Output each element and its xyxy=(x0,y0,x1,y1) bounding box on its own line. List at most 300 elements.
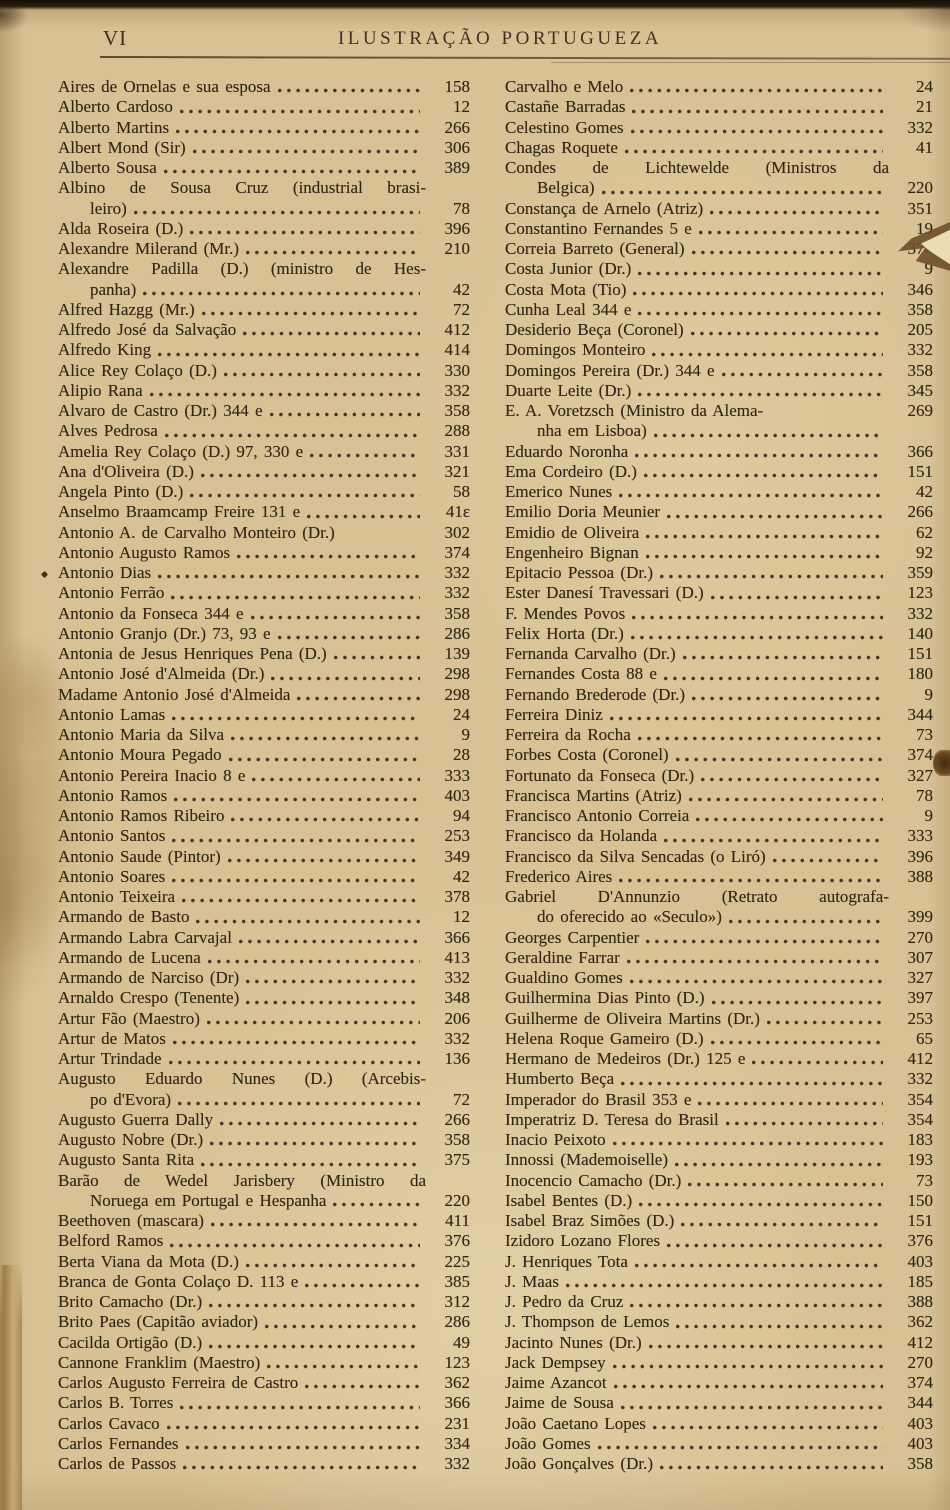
entry-page-number: 266 xyxy=(444,1109,470,1129)
entry-page-number: 332 xyxy=(444,1028,470,1048)
entry-page-number: 366 xyxy=(907,441,933,461)
entry-text: Berta Viana da Mota (D.) xyxy=(58,1251,239,1271)
entry-text: Carlos B. Torres xyxy=(58,1393,174,1413)
entry-text: Francisco da Holanda xyxy=(505,826,658,846)
leader-dots xyxy=(613,1141,883,1146)
entry-text: Albino de Sousa Cruz (industrial brasi- xyxy=(58,178,426,198)
entry-text: Alfredo José da Salvação xyxy=(58,320,237,339)
leader-dots xyxy=(190,230,420,235)
leader-dots xyxy=(722,372,883,377)
entry-text: J. Henriques Tota xyxy=(505,1251,628,1271)
index-entry-line xyxy=(58,502,470,522)
index-entry-line xyxy=(58,583,470,603)
index-entry-line xyxy=(58,563,470,583)
entry-page-number: 354 xyxy=(907,1109,933,1129)
entry-page-number: 344 xyxy=(907,704,933,724)
index-entry-line xyxy=(58,138,470,158)
leader-dots xyxy=(646,939,883,944)
leader-dots xyxy=(251,615,420,620)
entry-page-number: 376 xyxy=(444,1231,470,1251)
entry-page-number: 72 xyxy=(453,1089,470,1109)
index-entry-line xyxy=(505,705,933,725)
entry-text: Imperatriz D. Teresa do Brasil xyxy=(505,1109,719,1129)
entry-text: Antonio da Fonseca 344 e xyxy=(58,603,244,623)
entry-text: leiro) xyxy=(90,198,127,218)
entry-page-number: 28 xyxy=(453,745,470,765)
leader-dots xyxy=(635,1263,883,1268)
entry-page-number: 180 xyxy=(907,664,933,684)
leader-dots xyxy=(231,736,420,741)
entry-text: Alexandre Padilla (D.) (ministro de Hes- xyxy=(58,259,426,279)
entry-text: J. Thompson de Lemos xyxy=(505,1312,670,1332)
leader-dots xyxy=(271,676,420,681)
entry-page-number: 302 xyxy=(444,522,470,542)
index-entry-line xyxy=(58,300,470,320)
index-entry-line xyxy=(505,1312,933,1332)
index-entry-line xyxy=(505,158,933,178)
entry-text: nha em Lisboa) xyxy=(537,421,647,441)
entry-text: Armando Labra Carvajal xyxy=(58,927,232,947)
entry-page-number: 349 xyxy=(444,846,470,866)
leader-dots xyxy=(176,129,420,134)
index-entry-line xyxy=(58,1090,470,1110)
ink-blot xyxy=(933,750,950,776)
index-entry-line xyxy=(505,1110,933,1130)
leader-dots xyxy=(653,1425,883,1430)
leader-dots xyxy=(209,1344,420,1349)
entry-page-number: 412 xyxy=(907,1049,933,1068)
leader-dots xyxy=(660,574,883,579)
entry-page-number: 220 xyxy=(444,1190,470,1210)
index-entry-line xyxy=(505,421,933,441)
index-entry-line xyxy=(505,1292,933,1312)
entry-text: Artur de Matos xyxy=(58,1028,166,1048)
index-entry-line xyxy=(505,361,933,381)
entry-text: Helena Roque Gameiro (D.) xyxy=(505,1028,704,1048)
entry-page-number: 78 xyxy=(916,785,933,805)
entry-text: po d'Evora) xyxy=(90,1089,172,1109)
entry-text: Augusto Nobre (Dr.) xyxy=(58,1130,204,1149)
entry-page-number: 411 xyxy=(445,1211,470,1230)
entry-text: Fernando Brederode (Dr.) xyxy=(505,684,686,704)
entry-page-number: 385 xyxy=(444,1271,470,1291)
entry-page-number: 73 xyxy=(916,1170,933,1190)
index-entry-line xyxy=(58,361,470,381)
entry-page-number: 351 xyxy=(907,198,933,218)
entry-text: Anselmo Braamcamp Freire 131 e xyxy=(58,502,301,522)
index-entry-line xyxy=(58,1312,470,1332)
leader-dots xyxy=(630,88,883,93)
entry-text: Ferreira Diniz xyxy=(505,704,603,724)
entry-page-number: 332 xyxy=(444,563,470,582)
index-entry-line xyxy=(505,1414,933,1434)
entry-page-number: 333 xyxy=(907,826,933,846)
index-entry-line xyxy=(505,502,933,522)
index-entry-line xyxy=(58,887,470,907)
entry-text: Emilio Doria Meunier xyxy=(505,502,661,522)
entry-page-number: 24 xyxy=(453,704,470,724)
index-entry-line xyxy=(505,1272,933,1292)
leader-dots xyxy=(239,939,420,944)
entry-text: Ema Cordeiro (D.) xyxy=(505,461,637,481)
entry-page-number: 42 xyxy=(916,482,933,501)
entry-text: Domingos Pereira (Dr.) 344 e xyxy=(505,360,715,380)
entry-text: João Gomes xyxy=(505,1433,591,1453)
index-entry-line xyxy=(58,442,470,462)
index-entry-line xyxy=(58,664,470,684)
entry-page-number: 21 xyxy=(916,97,933,117)
entry-page-number: 19 xyxy=(916,218,933,238)
index-entry-line xyxy=(58,1353,470,1373)
entry-text: Alfredo King xyxy=(58,340,152,360)
entry-page-number: 412 xyxy=(907,1332,933,1352)
entry-page-number: 330 xyxy=(444,360,470,380)
entry-text: Desiderio Beça (Coronel) xyxy=(505,320,684,339)
entry-text: Duarte Leite (Dr.) xyxy=(505,380,632,400)
index-entry-line xyxy=(505,77,933,97)
index-entry-line xyxy=(58,178,470,198)
index-entry-line xyxy=(58,806,470,826)
index-entry-line xyxy=(505,988,933,1008)
entry-text: Antonio Moura Pegado xyxy=(58,745,222,765)
leader-dots xyxy=(638,736,883,741)
leader-dots xyxy=(698,1101,883,1106)
index-entry-line xyxy=(505,259,933,279)
entry-text: Felix Horta (Dr.) xyxy=(505,623,624,643)
leader-dots xyxy=(342,534,420,539)
index-entry-line xyxy=(505,1434,933,1454)
entry-text: J. Maas xyxy=(505,1271,559,1291)
leader-dots xyxy=(231,817,420,822)
entry-text: Antonio Ferrão xyxy=(58,583,165,603)
leader-dots xyxy=(726,1121,883,1126)
entry-text: Carlos Augusto Ferreira de Castro xyxy=(58,1373,299,1392)
leader-dots xyxy=(613,1364,883,1369)
entry-page-number: 286 xyxy=(444,1312,470,1332)
entry-page-number: 158 xyxy=(444,77,470,96)
entry-text: Cannone Franklim (Maestro) xyxy=(58,1352,261,1372)
index-entry-line xyxy=(58,1110,470,1130)
index-entry-line xyxy=(58,1414,470,1434)
index-entry-line xyxy=(505,583,933,603)
index-entry-line xyxy=(505,867,933,887)
entry-text: Artur Trindade xyxy=(58,1049,162,1068)
index-entry-line xyxy=(505,604,933,624)
index-entry-line xyxy=(58,766,470,786)
entry-page-number: 150 xyxy=(907,1190,933,1210)
entry-text: Carlos de Passos xyxy=(58,1454,177,1473)
index-entry-line xyxy=(505,928,933,948)
leader-dots xyxy=(699,230,883,235)
leader-dots xyxy=(654,433,883,438)
entry-text: Augusto Guerra Dally xyxy=(58,1109,214,1129)
index-entry-line xyxy=(505,462,933,482)
index-entry-line xyxy=(58,1393,470,1413)
entry-page-number: 414 xyxy=(444,340,470,360)
index-entry-line xyxy=(58,97,470,117)
index-entry-line xyxy=(505,138,933,158)
entry-text: Izidoro Lozano Flores xyxy=(505,1231,661,1251)
entry-text: Augusto Eduardo Nunes (D.) (Arcebis- xyxy=(58,1069,426,1089)
entry-page-number: 41ε xyxy=(445,502,470,522)
index-entry-line xyxy=(505,118,933,138)
index-entry-line xyxy=(58,1191,470,1211)
entry-page-number: 331 xyxy=(444,441,470,461)
leader-dots xyxy=(630,979,883,984)
leader-dots xyxy=(664,838,883,843)
index-entry-line xyxy=(58,624,470,644)
leader-dots xyxy=(182,898,420,903)
entry-text: Arnaldo Crespo (Tenente) xyxy=(58,988,240,1008)
entry-text: Carvalho e Melo xyxy=(505,77,624,96)
entry-page-number: 332 xyxy=(444,1454,470,1473)
leader-dots xyxy=(246,1263,420,1268)
entry-page-number: 298 xyxy=(444,684,470,704)
entry-text: Guilhermina Dias Pinto (D.) xyxy=(505,988,705,1008)
index-entry-line xyxy=(505,1454,933,1474)
entry-text: Francisco Antonio Correia xyxy=(505,806,690,825)
leader-dots xyxy=(190,493,420,498)
index-entry-line xyxy=(505,543,933,563)
index-entry-line xyxy=(58,928,470,948)
leader-dots xyxy=(209,1303,420,1308)
entry-page-number: 374 xyxy=(444,542,470,562)
entry-text: Brito Camacho (Dr.) xyxy=(58,1292,203,1311)
entry-page-number: 123 xyxy=(444,1352,470,1372)
entry-text: Domingos Monteiro xyxy=(505,340,646,360)
entry-page-number: 136 xyxy=(444,1049,470,1068)
index-entry-line xyxy=(58,948,470,968)
leader-dots xyxy=(638,271,883,276)
index-entry-line xyxy=(505,644,933,664)
leader-dots xyxy=(598,1445,883,1450)
entry-page-number: 41 xyxy=(916,137,933,157)
entry-text: Alexandre Milerand (Mr.) xyxy=(58,239,240,258)
leader-dots xyxy=(602,190,883,195)
entry-text: Belgica) xyxy=(537,178,595,198)
entry-page-number: 123 xyxy=(907,583,933,603)
index-entry-line xyxy=(58,685,470,705)
entry-text: João Caetano Lopes xyxy=(505,1413,646,1433)
leader-dots xyxy=(692,696,883,701)
entry-text: Alipio Rana xyxy=(58,380,143,400)
index-entry-line xyxy=(58,543,470,563)
entry-text: E. A. Voretzsch (Ministro da Alema- xyxy=(505,401,764,420)
index-entry-line xyxy=(505,199,933,219)
entry-text: Antonio Maria da Silva xyxy=(58,725,225,744)
entry-page-number: 193 xyxy=(907,1150,933,1170)
leader-dots xyxy=(675,1162,883,1167)
index-entry-line xyxy=(505,280,933,300)
index-entry-line xyxy=(58,381,470,401)
leader-dots xyxy=(667,514,883,519)
entry-page-number: 345 xyxy=(907,380,933,400)
index-entry-line xyxy=(58,1130,470,1150)
entry-text: Engenheiro Bignan xyxy=(505,542,639,562)
leader-dots xyxy=(210,1141,420,1146)
entry-text: Frederico Aires xyxy=(505,866,613,886)
entry-text: Condes de Lichtewelde (Ministros da xyxy=(505,158,889,177)
index-entry-line xyxy=(58,1049,470,1069)
entry-text: Alberto Sousa xyxy=(58,158,157,177)
leader-dots xyxy=(614,1384,883,1389)
leader-dots xyxy=(211,1222,420,1227)
index-entry-line xyxy=(58,259,470,279)
entry-text: Antonio Ramos Ribeiro xyxy=(58,806,225,825)
entry-page-number: 288 xyxy=(444,421,470,441)
entry-text: Fernandes Costa 88 e xyxy=(505,664,657,684)
entry-page-number: 403 xyxy=(907,1433,933,1453)
index-entry-line xyxy=(58,1373,470,1393)
entry-page-number: 354 xyxy=(907,1089,933,1109)
leader-dots xyxy=(143,291,420,296)
entry-page-number: 358 xyxy=(444,603,470,623)
leader-dots xyxy=(676,757,883,762)
index-column-left xyxy=(58,77,470,1474)
entry-text: Alfred Hazgg (Mr.) xyxy=(58,299,195,319)
index-entry-line xyxy=(58,1150,470,1170)
index-entry-line xyxy=(505,826,933,846)
leader-dots xyxy=(646,554,883,559)
entry-text: Carlos Fernandes xyxy=(58,1433,179,1453)
leader-dots xyxy=(310,453,420,458)
index-entry-line xyxy=(505,766,933,786)
leader-dots xyxy=(619,493,883,498)
leader-dots xyxy=(681,1222,883,1227)
leader-dots xyxy=(660,1465,883,1470)
entry-text: Chagas Roquete xyxy=(505,137,618,157)
leader-dots xyxy=(696,817,883,822)
index-entry-line xyxy=(505,907,933,927)
entry-text: Alves Pedrosa xyxy=(58,421,158,441)
leader-dots xyxy=(632,109,883,114)
entry-text: Geraldine Farrar xyxy=(505,947,620,967)
leader-dots xyxy=(631,635,883,640)
leader-dots xyxy=(691,331,883,336)
page-number-roman: VI xyxy=(103,26,128,50)
leader-dots xyxy=(676,1324,883,1329)
index-entry-line xyxy=(505,1252,933,1272)
index-entry-line xyxy=(58,199,470,219)
entry-text: Antonio A. de Carvalho Monteiro (Dr.) xyxy=(58,522,335,542)
entry-text: Constantino Fernandes 5 e xyxy=(505,218,692,238)
leader-dots xyxy=(711,1040,883,1045)
index-entry-line xyxy=(505,664,933,684)
entry-page-number: 333 xyxy=(444,765,470,785)
entry-page-number: 9 xyxy=(461,725,470,744)
entry-page-number: 388 xyxy=(907,1292,933,1311)
entry-page-number: 396 xyxy=(444,218,470,238)
entry-text: Georges Carpentier xyxy=(505,927,640,947)
entry-text: Noruega em Portugal e Hespanha xyxy=(90,1190,327,1210)
index-entry-line xyxy=(505,685,933,705)
index-entry-line xyxy=(58,1272,470,1292)
entry-text: Alberto Cardoso xyxy=(58,97,173,117)
entry-page-number: 332 xyxy=(907,117,933,137)
leader-dots xyxy=(667,1243,883,1248)
entry-page-number: 140 xyxy=(907,623,933,643)
leader-dots xyxy=(180,109,420,114)
entry-page-number: 358 xyxy=(907,1454,933,1473)
leader-dots xyxy=(201,1162,420,1167)
entry-text: Cacilda Ortigão (D.) xyxy=(58,1332,203,1352)
entry-text: Armando de Narciso (Dr) xyxy=(58,968,240,987)
index-entry-line xyxy=(505,219,933,239)
leader-dots xyxy=(193,149,420,154)
entry-text: Madame Antonio José d'Almeida xyxy=(58,684,291,704)
leader-dots xyxy=(243,331,420,336)
leader-dots xyxy=(265,1324,420,1329)
entry-text: Beethoven (mascara) xyxy=(58,1211,204,1230)
entry-page-number: 151 xyxy=(907,644,933,663)
index-entry-line xyxy=(58,1009,470,1029)
entry-page-number: 62 xyxy=(916,522,933,542)
index-entry-line xyxy=(58,867,470,887)
leader-dots xyxy=(202,311,420,316)
index-entry-line xyxy=(505,300,933,320)
entry-page-number: 348 xyxy=(444,988,470,1008)
entry-text: Guilherme de Oliveira Martins (Dr.) xyxy=(505,1008,760,1028)
entry-page-number: 210 xyxy=(444,239,470,258)
entry-text: Antonio José d'Almeida (Dr.) xyxy=(58,664,265,684)
entry-text: Francisca Martins (Atriz) xyxy=(505,785,682,805)
index-entry-line xyxy=(58,1252,470,1272)
entry-text: Albert Mond (Sir) xyxy=(58,137,186,157)
entry-page-number: 253 xyxy=(444,826,470,846)
entry-text: Gualdino Gomes xyxy=(505,968,623,987)
entry-text: Augusto Santa Rita xyxy=(58,1150,195,1170)
entry-page-number: 403 xyxy=(444,785,470,805)
entry-text: Hermano de Medeiros (Dr.) 125 e xyxy=(505,1049,746,1068)
entry-text: Antonio Lamas xyxy=(58,704,166,724)
leader-dots xyxy=(172,716,420,721)
entry-page-number: 42 xyxy=(453,279,470,299)
entry-page-number: 332 xyxy=(907,1069,933,1089)
index-entry-line xyxy=(58,907,470,927)
entry-page-number: 334 xyxy=(444,1433,470,1453)
index-entry-line xyxy=(58,786,470,806)
entry-page-number: 332 xyxy=(907,340,933,360)
entry-page-number: 266 xyxy=(444,117,470,137)
entry-page-number: 65 xyxy=(916,1028,933,1048)
index-entry-line xyxy=(505,1049,933,1069)
leader-dots xyxy=(701,777,883,782)
entry-text: Armando de Lucena xyxy=(58,947,201,967)
entry-page-number: 413 xyxy=(444,947,470,967)
entry-page-number: 270 xyxy=(907,927,933,947)
entry-page-number: 151 xyxy=(907,461,933,481)
leader-dots xyxy=(178,1101,420,1106)
entry-page-number: 206 xyxy=(444,1008,470,1028)
leader-dots xyxy=(208,959,420,964)
entry-text: Antonio Augusto Ramos xyxy=(58,542,231,562)
entry-page-number: 396 xyxy=(907,846,933,866)
entry-text: Isabel Bentes (D.) xyxy=(505,1190,633,1210)
entry-page-number: 253 xyxy=(907,1008,933,1028)
entry-text: Alvaro de Castro (Dr.) 344 e xyxy=(58,401,263,420)
entry-text: Alice Rey Colaço (D.) xyxy=(58,360,217,380)
leader-dots xyxy=(307,514,420,519)
leader-dots xyxy=(246,250,420,255)
index-entry-line xyxy=(505,1090,933,1110)
index-entry-line xyxy=(505,563,933,583)
entry-text: Isabel Braz Simões (D.) xyxy=(505,1211,675,1230)
entry-text: Gabriel D'Annunzio (Retrato autografa- xyxy=(505,887,889,906)
leader-dots xyxy=(692,250,883,255)
leader-dots xyxy=(169,1060,420,1065)
entry-text: F. Mendes Povos xyxy=(505,603,626,623)
leader-dots xyxy=(664,676,883,681)
